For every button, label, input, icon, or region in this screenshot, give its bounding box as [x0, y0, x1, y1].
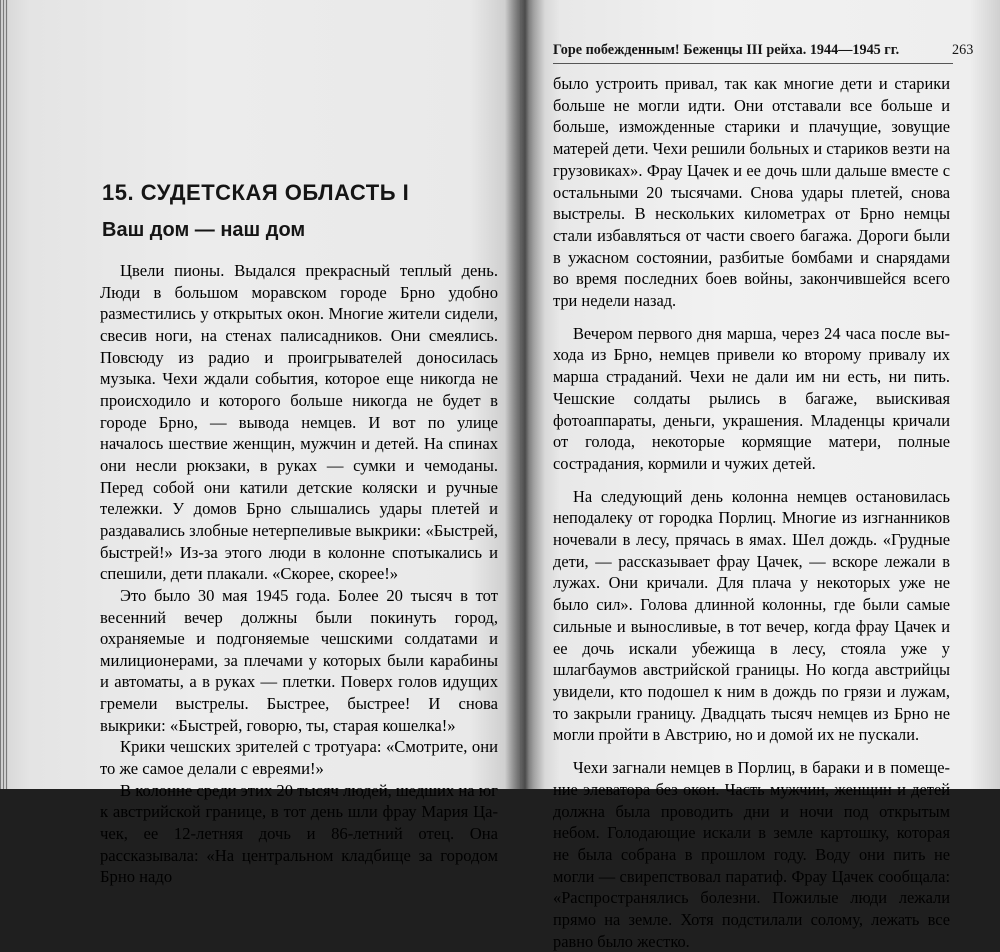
paragraph: На следующий день колонна немцев остановилась неподалеку от городка Порлиц. Многие из изгнанников ночевали в лесу, прячась в ямах. Шел дождь. «Грудные дети, — рассказывает фрау Цачек, — вскоре лежали в лужах. Они кричали. Для плача у некоторых уже не было сил». Голова длинной колонны, где были самые сильные и выносливые, в тот вечер, когда фрау Цачек и ее дочь искали убежища в лесу, стояла уже у шлагбаумов австрийской границы. Но когда австрийцы увидели, кто подошел к ним в дождь по грязи и лужам, то закрыли границу. Двадцать тысяч немцев из Брно не могли пройти в Австрию, но и домой их не пускали. [553, 486, 950, 745]
paragraph: Цвели пионы. Выдался прекрасный теплый день. Люди в большом моравском городе Брно удобно разместились у открытых окон. Многие жители сидели, свесив ноги, на стенах палисадников. Они смеялись. Повсюду из радио и проигрывателей доносилась музыка. Чехи ждали события, которое еще никогда не происходило и которого больше никогда не будет в городе Брно, — вывода немцев. И вот по улице началось шествие женщин, мужчин и детей. На спинах они несли рюкзаки, в руках — сумки и чемоданы. Перед собой они катили детские коляски и ручные тележки. У домов Брно слышались удары плетей и раздавались злобные нетерпеливые выкрики: «Быстрей, быстрей!» Из-за этого люди в колонне спотыкались и спешили, дети плакали. «Скорее, скорее!» [100, 261, 498, 584]
paragraph: Вечером первого дня марша, через 24 часа после выхода из Брно, немцев привели ко второму привалу их марша страданий. Чехи не дали им ни есть, ни пить. Чешские солдаты рылись в багаже, выискивая фотоаппараты, деньги, украшения. Младенцы кричали от голода, некоторые кормящие матери, полные сострадания, кормили и чужих детей. [553, 323, 950, 473]
section-title: Ваш дом — наш дом [102, 219, 306, 241]
header-rule [553, 63, 953, 64]
paragraph: Крики чешских зрителей с тротуара: «Смотрите, они то же самое делали с евреями!» [100, 737, 498, 779]
page-number: 263 [952, 42, 974, 58]
chapter-title: 15. СУДЕТСКАЯ ОБЛАСТЬ I [102, 180, 410, 205]
page-edges [0, 0, 8, 789]
paragraph-spacer [553, 475, 950, 486]
paragraph-spacer [553, 312, 950, 323]
paragraph: В колонне среди этих 20 тысяч людей, шедших на юг к австрийской границе, в тот день шли фрау Мария Цачек, ее 12-летняя дочь и 86-летний отец. Она рассказывала: «На центральном кладбище за городом Брно надо [100, 780, 498, 887]
paragraph: Чехи загнали немцев в Порлиц, в бараки и в помещение элеватора без окон. Часть мужчин, женщин и детей должна была проводить дни и ночи под открытым небом. Голодающие искали в земле картошку, которая не была собрана в прошлом году. Воду они пить не могли — свирепствовал паратиф. Фрау Цачек сообщала: «Распространялись болезни. Пожилые люди лежали прямо на земле. Хотя подстилали солому, лежать все равно было жестко. [553, 758, 950, 951]
paragraph: Это было 30 мая 1945 года. Более 20 тысяч в тот весенний вечер должны были покинуть город, охраняемые и подгоняемые чешскими солдатами и милиционерами, за плечами у которых были карабины и автоматы, а в руках — плетки. Поверх голов идущих гремели выстрелы. Быстрее, быстрее! И снова выкрики: «Быстрей, говорю, ты, старая кошелка!» [100, 585, 498, 735]
paragraph: было устроить привал, так как многие дети и старики больше не могли идти. Они отставали все больше и больше, изможденные старики и плачущие, зовущие матерей дети. Чехи решили больных и стариков везти на грузовиках». Фрау Цачек и ее дочь шли дальше вместе с остальными 20 тысячами. Снова удары плетей, снова выстрелы. В нескольких километрах от Брно немцы стали избавляться от части своего багажа. Дороги были в ужасном состоянии, разбитые бомбами и снарядами во время последних боев войны, закончившейся всего три недели назад. [553, 74, 950, 311]
running-head: Горе побежденным! Беженцы III рейха. 1944—1945 гг. [553, 42, 900, 58]
left-page-body [100, 260, 498, 888]
paragraph-spacer [553, 746, 950, 757]
right-page-body [553, 73, 950, 952]
